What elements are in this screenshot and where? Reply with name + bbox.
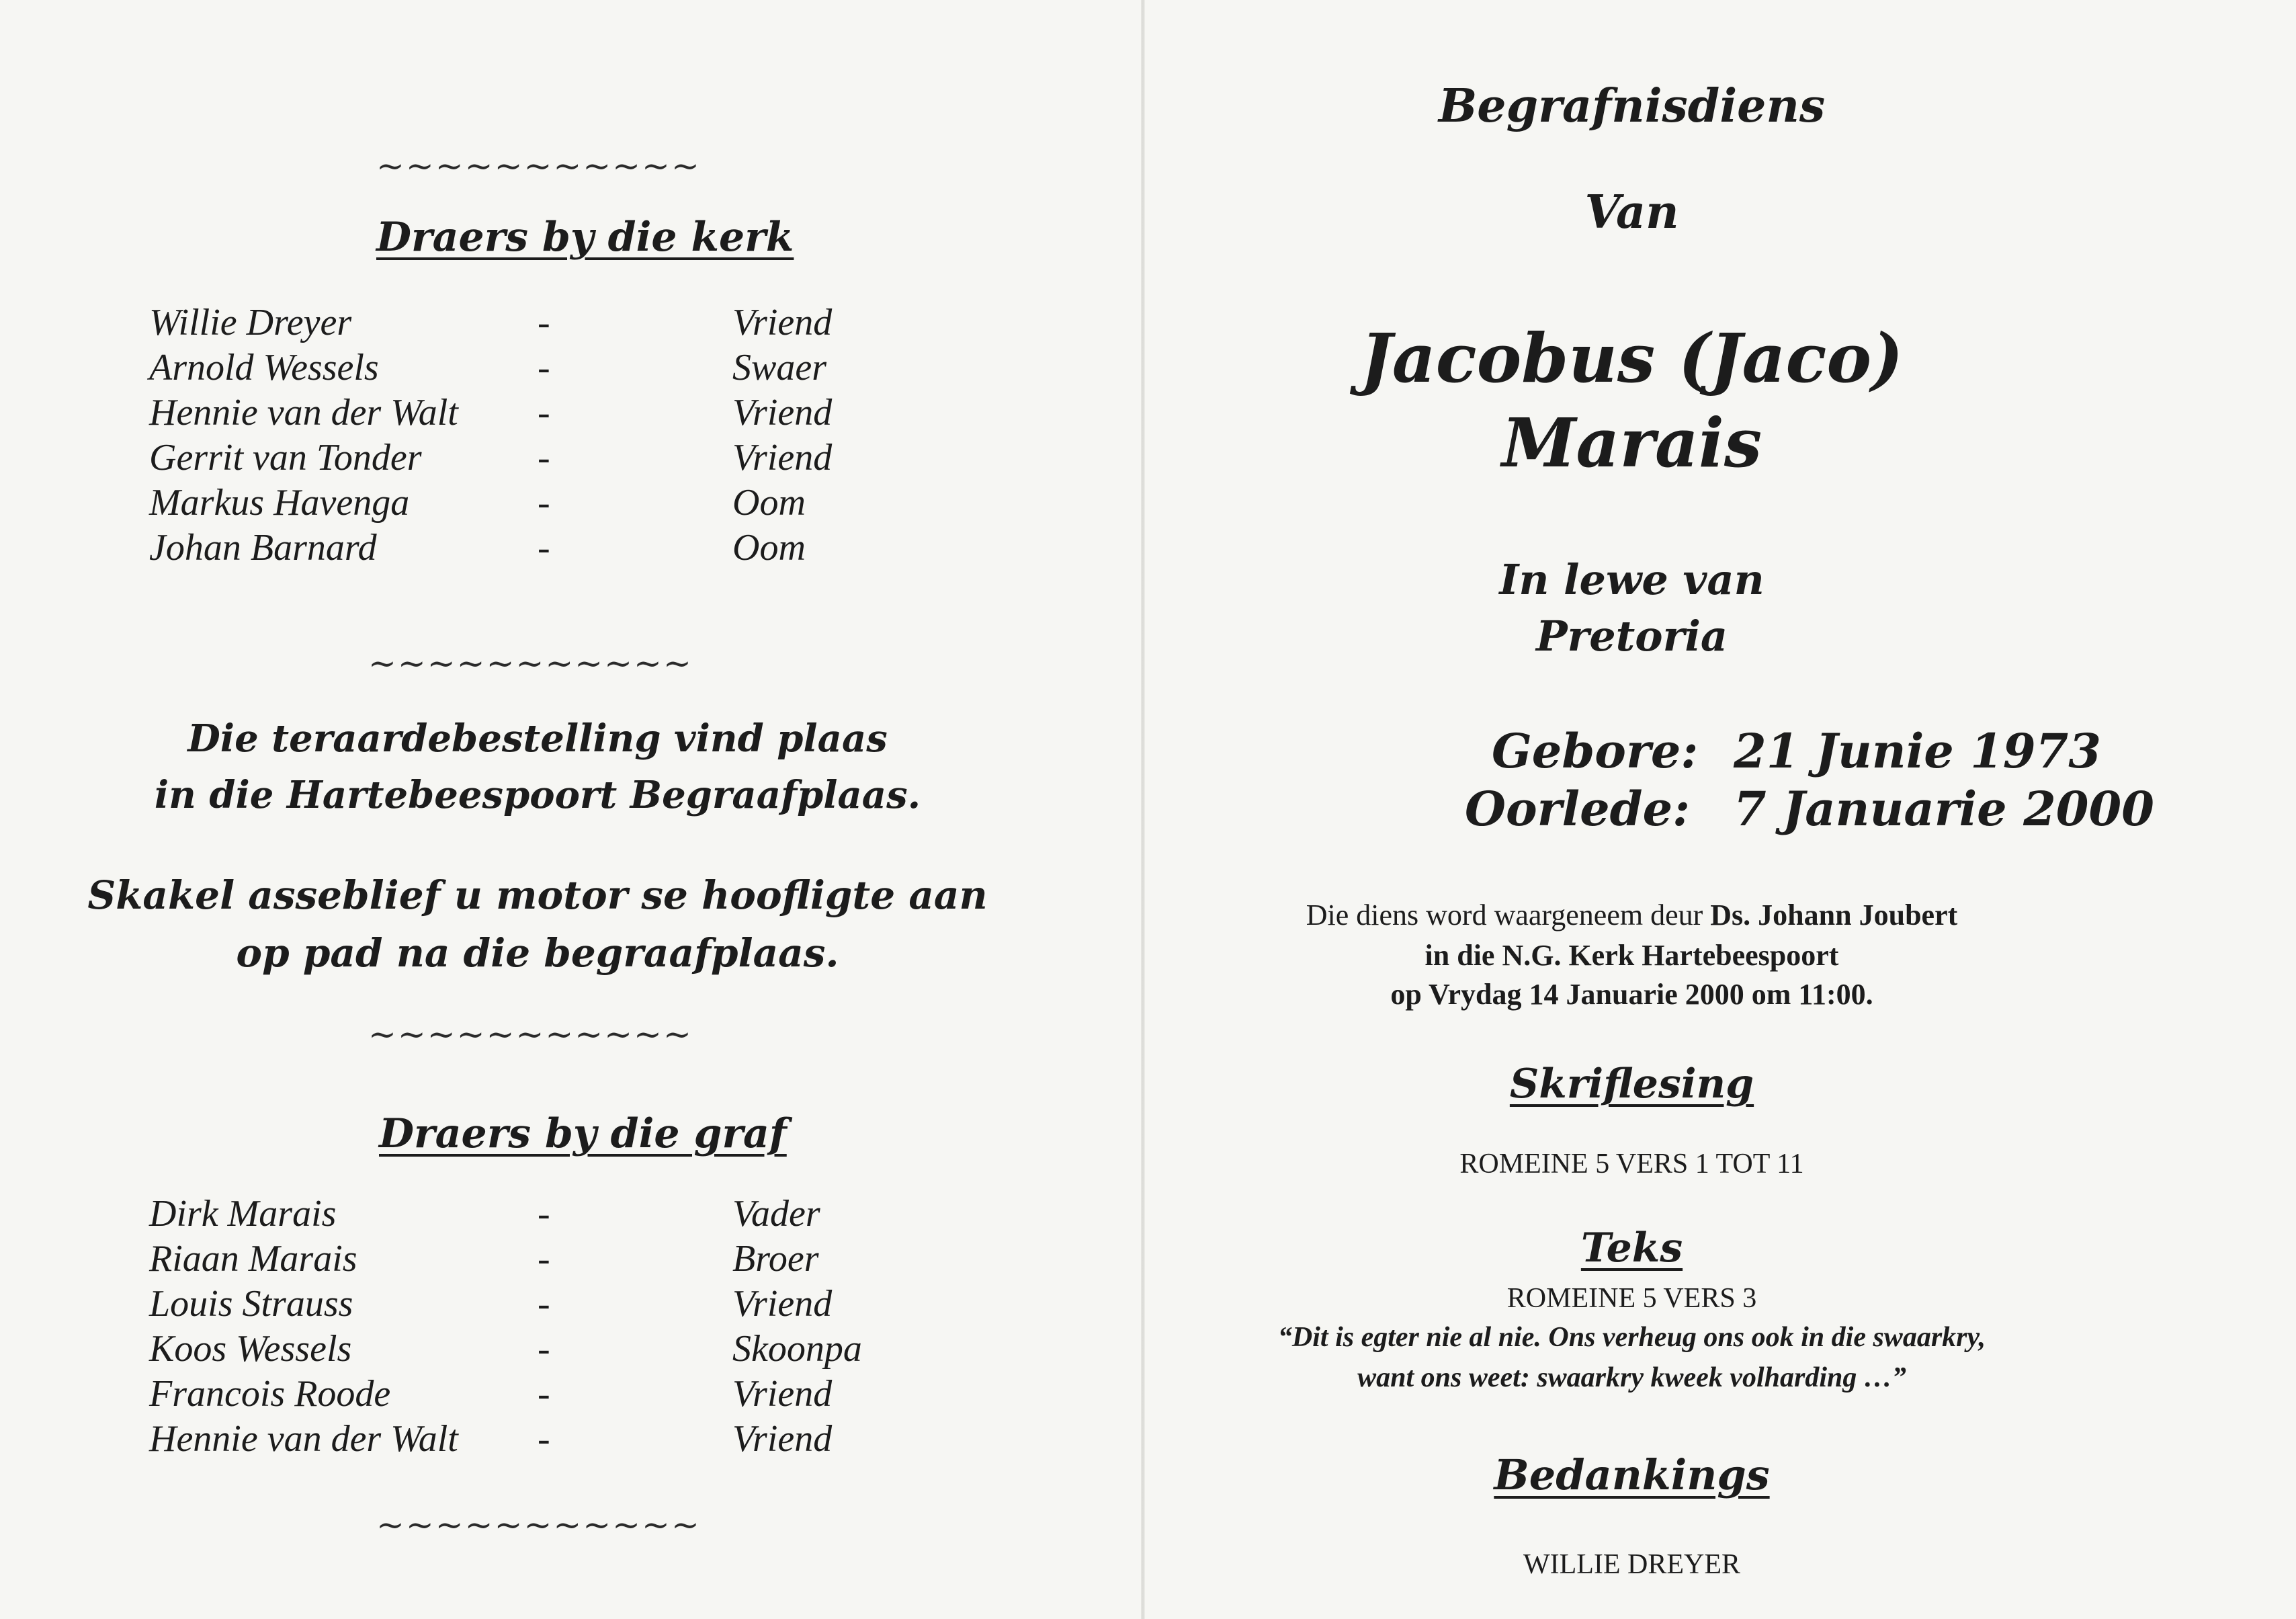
- left-page: [0, 0, 1142, 1619]
- bearer-relation: Vriend: [732, 392, 833, 433]
- in-lewe-van: In lewe van: [1499, 555, 1764, 604]
- bearer-dash: -: [538, 392, 550, 433]
- scripture-quote-line2: want ons weet: swaarkry kweek volharding …”: [1357, 1362, 1906, 1393]
- church-bearers-heading: Draers by die kerk: [376, 214, 794, 261]
- divider-tilde-bottom: ~~~~~~~~~~~: [376, 1505, 701, 1544]
- thanks-heading-text: Bedankings: [1494, 1450, 1770, 1499]
- bearer-name: Riaan Marais: [149, 1238, 357, 1280]
- bearer-dash: -: [538, 1328, 550, 1370]
- burial-notice-line1: Die teraardebestelling vind plaas: [187, 716, 888, 761]
- reading-heading: [1055, 1061, 2209, 1108]
- bearer-dash: -: [538, 1373, 550, 1415]
- bearer-name: Gerrit van Tonder: [149, 437, 422, 479]
- bearer-name: Dirk Marais: [149, 1193, 337, 1235]
- residence-city: Pretoria: [1535, 612, 1728, 661]
- scripture-quote-line1: “Dit is egter nie al nie. Ons verheug ons ook in die swaarkry,: [1277, 1322, 1986, 1353]
- bearer-relation: Vriend: [732, 302, 833, 343]
- reading-reference: ROMEINE 5 VERS 1 TOT 11: [1459, 1149, 1804, 1179]
- text-reference: ROMEINE 5 VERS 3: [1506, 1283, 1757, 1314]
- burial-notice-line2: in die Hartebeespoort Begraafplaas.: [154, 773, 921, 817]
- bearer-name: Markus Havenga: [149, 482, 410, 524]
- grave-bearers-heading: Draers by die graf: [379, 1110, 787, 1157]
- bearer-row: [149, 526, 868, 571]
- bearer-row: [149, 1282, 868, 1327]
- service-officiant-prefix: Die diens word waargeneem deur: [1306, 899, 1711, 931]
- bearer-dash: -: [538, 1418, 550, 1460]
- bearer-relation: Vriend: [732, 437, 833, 479]
- van-label: Van: [1584, 185, 1679, 239]
- headlights-notice-line2: op pad na die begraafplaas.: [236, 930, 839, 976]
- bearer-relation: Skoonpa: [732, 1328, 862, 1370]
- bearer-name: Willie Dreyer: [149, 302, 352, 343]
- service-date-line: op Vrydag 14 Januarie 2000 om 11:00.: [1390, 978, 1873, 1011]
- bearer-row: [149, 1192, 868, 1237]
- deceased-name-line1: Jacobus (Jaco): [1360, 319, 1904, 398]
- born-date: 21 Junie 1973: [1734, 723, 2102, 779]
- bearer-row: [149, 1327, 868, 1372]
- died-label: Oorlede:: [1465, 781, 1690, 837]
- bearer-name: Hennie van der Walt: [149, 1418, 458, 1460]
- deceased-name-line2: Marais: [1501, 403, 1762, 483]
- text-heading: [1055, 1224, 2209, 1272]
- bearer-relation: Oom: [732, 527, 806, 569]
- bearer-name: Francois Roode: [149, 1373, 391, 1415]
- died-date: 7 Januarie 2000: [1734, 781, 2154, 837]
- bearer-dash: -: [538, 437, 550, 479]
- bearer-name: Louis Strauss: [149, 1283, 353, 1325]
- born-label: Gebore:: [1492, 723, 1699, 779]
- bearer-dash: -: [538, 1283, 550, 1325]
- bearer-row: [149, 1372, 868, 1417]
- bearer-row: [149, 1417, 868, 1462]
- bearer-relation: Swaer: [732, 347, 826, 388]
- bearer-name: Koos Wessels: [149, 1328, 352, 1370]
- bearer-dash: -: [538, 1238, 550, 1280]
- bearer-dash: -: [538, 302, 550, 343]
- divider-tilde-lower: ~~~~~~~~~~~: [368, 1015, 693, 1054]
- bearer-row: [149, 301, 868, 345]
- bearer-relation: Vader: [732, 1193, 820, 1235]
- bearer-name: Hennie van der Walt: [149, 392, 458, 433]
- service-officiant-line: [1055, 898, 2209, 932]
- bearer-row: [149, 436, 868, 481]
- right-page: [1142, 0, 2296, 1619]
- bearer-dash: -: [538, 527, 550, 569]
- bearer-dash: -: [538, 347, 550, 388]
- officiant-name: Ds. Johann Joubert: [1710, 899, 1958, 931]
- bearer-relation: Broer: [732, 1238, 819, 1280]
- bearer-relation: Vriend: [732, 1373, 833, 1415]
- service-title: Begrafnisdiens: [1438, 79, 1826, 133]
- thanks-heading: [1055, 1450, 2209, 1499]
- bearer-relation: Vriend: [732, 1283, 833, 1325]
- bearer-relation: Oom: [732, 482, 806, 524]
- reading-heading-text: Skriflesing: [1509, 1061, 1754, 1108]
- bearer-dash: -: [538, 1193, 550, 1235]
- headlights-notice-line1: Skakel asseblief u motor se hoofligte aan: [87, 872, 988, 918]
- bearer-dash: -: [538, 482, 550, 524]
- bearer-relation: Vriend: [732, 1418, 833, 1460]
- bearer-name: Johan Barnard: [149, 527, 377, 569]
- divider-tilde-top: ~~~~~~~~~~~: [376, 147, 701, 185]
- divider-tilde-mid: ~~~~~~~~~~~: [368, 644, 693, 683]
- bearer-row: [149, 1237, 868, 1282]
- text-heading-text: Teks: [1580, 1224, 1683, 1272]
- bearer-row: [149, 481, 868, 526]
- bearer-row: [149, 391, 868, 435]
- thanks-name: WILLIE DREYER: [1523, 1549, 1741, 1580]
- bearer-name: Arnold Wessels: [149, 347, 379, 388]
- service-church-line: in die N.G. Kerk Hartebeespoort: [1425, 939, 1839, 972]
- bearer-row: [149, 346, 868, 390]
